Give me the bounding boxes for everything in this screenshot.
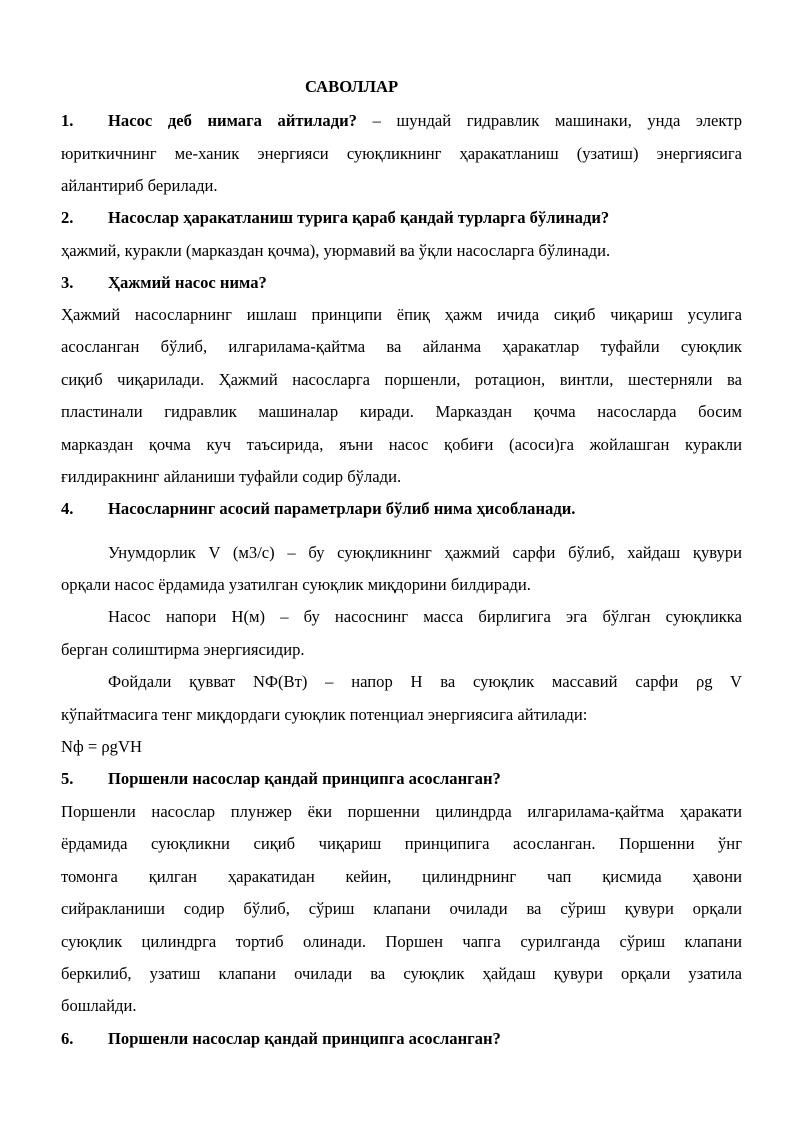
- question-1-answer-start: – шундай гидравлик машинаки, унда электр: [356, 111, 742, 130]
- question-5-answer-line: Поршенли насослар плунжер ёки поршенни цилиндрда илгарилама-қайтма ҳаракати: [61, 802, 742, 821]
- question-1-title: Насос деб нимага айтилади?: [108, 111, 357, 130]
- question-5-answer-line: сийракланиши содир бўлиб, сўриш клапани очилади ва сўриш қувури орқали: [61, 899, 742, 918]
- question-2-number: 2.: [61, 208, 74, 227]
- question-2-answer-line: ҳажмий, куракли (марказдан қочма), уюрмавий ва ўқли насосларга бўлинади.: [61, 241, 611, 260]
- question-5-answer-line: бошлайди.: [61, 996, 137, 1015]
- question-4-answer-line: Унумдорлик V (м3/с) – бу суюқликнинг ҳажмий сарфи бўлиб, хайдаш қувури: [108, 543, 742, 562]
- question-3-answer-line: сиқиб чиқарилади. Ҳажмий насосларга поршенли, ротацион, винтли, шестерняли ва: [61, 370, 742, 389]
- question-3-answer-line: марказдан қочма куч таъсирида, яъни насос қобиғи (асоси)га жойлашган куракли: [61, 435, 742, 454]
- question-1-answer-line: юриткичнинг ме-ханик энергияси суюқликнинг ҳаракатланиш (узатиш) энергиясига: [61, 144, 742, 163]
- question-4-formula: Nф = ρgVH: [61, 737, 142, 756]
- question-1-heading: [61, 111, 742, 131]
- question-3-number: 3.: [61, 273, 74, 292]
- question-3-answer-line: пластинали гидравлик машиналар киради. Марказдан қочма насосларда босим: [61, 402, 742, 421]
- question-3-answer-line: Ҳажмий насосларнинг ишлаш принципи ёпиқ ҳажм ичида сиқиб чиқариш усулига: [61, 305, 742, 324]
- question-1-answer-line: айлантириб берилади.: [61, 176, 218, 195]
- question-5-answer-line: томонга қилган ҳаракатидан кейин, цилиндрнинг чап қисмида ҳавони: [61, 867, 742, 886]
- question-6-title: Поршенли насослар қандай принципга асосланган?: [108, 1029, 501, 1048]
- question-2-title: Насослар ҳаракатланиш турига қараб қандай турларга бўлинади?: [108, 208, 610, 227]
- question-4-answer-line: Фойдали қувват NФ(Вт) – напор H ва суюқлик массавий сарфи ρg V: [108, 672, 742, 691]
- question-4-answer-line: кўпайтмасига тенг миқдордаги суюқлик потенциал энергиясига айтилади:: [61, 705, 588, 724]
- question-3-answer-line: ғилдиракнинг айланиши туфайли содир бўлади.: [61, 467, 402, 486]
- question-5-number: 5.: [61, 769, 74, 788]
- question-6-number: 6.: [61, 1029, 74, 1048]
- question-4-number: 4.: [61, 499, 74, 518]
- question-5-answer-line: беркилиб, узатиш клапани очилади ва суюқлик ҳайдаш қувури орқали узатила: [61, 964, 742, 983]
- question-5-answer-line: суюқлик цилиндрга тортиб олинади. Поршен чапга сурилганда сўриш клапани: [61, 932, 742, 951]
- question-4-title: Насосларнинг асосий параметрлари бўлиб нима ҳисобланади.: [108, 499, 576, 518]
- question-4-answer-line: Насос напори Н(м) – бу насоснинг масса бирлигига эга бўлган суюқликка: [108, 607, 742, 626]
- question-5-title: Поршенли насослар қандай принципга асосланган?: [108, 769, 501, 788]
- question-3-title: Ҳажмий насос нима?: [108, 273, 267, 292]
- question-4-answer-line: берган солиштирма энергиясидир.: [61, 640, 305, 659]
- question-5-answer-line: ёрдамида суюқликни сиқиб чиқариш принципига асосланган. Поршенни ўнг: [61, 834, 742, 853]
- question-1-number: 1.: [61, 111, 74, 130]
- question-3-answer-line: асосланган бўлиб, илгарилама-қайтма ва айланма ҳаракатлар туфайли суюқлик: [61, 337, 742, 356]
- question-4-answer-line: орқали насос ёрдамида узатилган суюқлик миқдорини билдиради.: [61, 575, 531, 594]
- page-title: САВОЛЛАР: [305, 77, 399, 96]
